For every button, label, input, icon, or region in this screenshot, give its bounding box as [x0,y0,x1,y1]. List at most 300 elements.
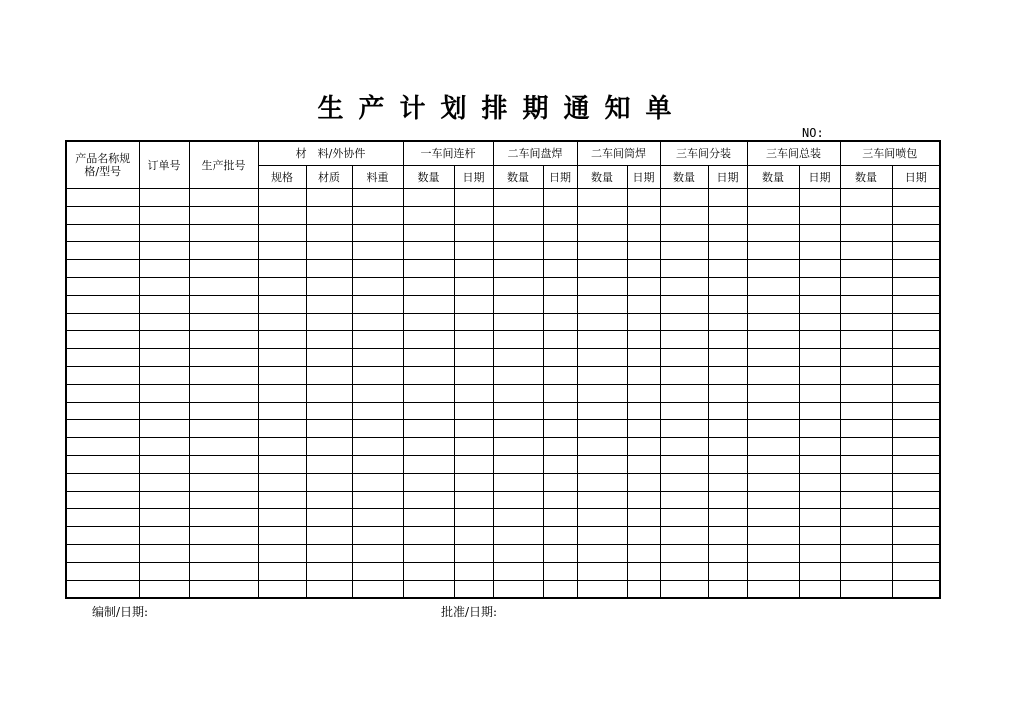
table-cell[interactable] [66,277,139,295]
table-cell[interactable] [747,527,799,545]
table-cell[interactable] [306,420,352,438]
table-cell[interactable] [627,491,660,509]
table-cell[interactable] [306,544,352,562]
table-cell[interactable] [892,224,940,242]
table-cell[interactable] [352,313,403,331]
table-cell[interactable] [66,366,139,384]
table-cell[interactable] [189,402,258,420]
table-cell[interactable] [708,349,747,367]
table-cell[interactable] [493,260,543,278]
table-cell[interactable] [403,224,454,242]
table-cell[interactable] [799,491,840,509]
table-cell[interactable] [139,420,189,438]
table-cell[interactable] [189,544,258,562]
table-cell[interactable] [66,295,139,313]
table-cell[interactable] [799,402,840,420]
table-cell[interactable] [627,473,660,491]
table-cell[interactable] [747,206,799,224]
table-cell[interactable] [747,562,799,580]
table-cell[interactable] [306,242,352,260]
table-cell[interactable] [577,384,627,402]
table-cell[interactable] [708,295,747,313]
table-cell[interactable] [493,349,543,367]
table-cell[interactable] [258,509,306,527]
table-cell[interactable] [840,277,892,295]
table-cell[interactable] [799,366,840,384]
table-cell[interactable] [799,562,840,580]
table-cell[interactable] [306,224,352,242]
table-cell[interactable] [840,295,892,313]
table-cell[interactable] [189,224,258,242]
table-cell[interactable] [403,206,454,224]
table-cell[interactable] [892,580,940,598]
table-cell[interactable] [577,491,627,509]
table-cell[interactable] [577,473,627,491]
table-cell[interactable] [66,189,139,207]
table-cell[interactable] [139,384,189,402]
table-cell[interactable] [708,455,747,473]
table-cell[interactable] [66,402,139,420]
table-cell[interactable] [306,349,352,367]
table-cell[interactable] [660,349,708,367]
table-cell[interactable] [66,491,139,509]
table-cell[interactable] [840,242,892,260]
table-cell[interactable] [892,242,940,260]
table-cell[interactable] [892,295,940,313]
table-cell[interactable] [708,509,747,527]
table-cell[interactable] [306,580,352,598]
table-cell[interactable] [493,438,543,456]
table-cell[interactable] [352,455,403,473]
table-cell[interactable] [799,455,840,473]
table-cell[interactable] [840,224,892,242]
table-cell[interactable] [543,366,577,384]
table-cell[interactable] [892,366,940,384]
table-cell[interactable] [493,366,543,384]
table-cell[interactable] [747,313,799,331]
table-cell[interactable] [352,473,403,491]
table-cell[interactable] [139,509,189,527]
table-cell[interactable] [66,473,139,491]
table-cell[interactable] [543,260,577,278]
table-cell[interactable] [799,260,840,278]
table-cell[interactable] [258,544,306,562]
table-cell[interactable] [577,242,627,260]
table-cell[interactable] [660,313,708,331]
table-cell[interactable] [799,224,840,242]
table-cell[interactable] [66,544,139,562]
table-cell[interactable] [747,189,799,207]
table-cell[interactable] [892,384,940,402]
table-cell[interactable] [799,420,840,438]
table-cell[interactable] [799,189,840,207]
table-cell[interactable] [840,438,892,456]
table-cell[interactable] [627,189,660,207]
table-cell[interactable] [577,544,627,562]
table-cell[interactable] [627,366,660,384]
table-cell[interactable] [403,295,454,313]
table-cell[interactable] [258,527,306,545]
table-cell[interactable] [139,438,189,456]
table-cell[interactable] [799,527,840,545]
table-cell[interactable] [66,242,139,260]
table-cell[interactable] [258,491,306,509]
table-cell[interactable] [840,580,892,598]
table-cell[interactable] [189,349,258,367]
table-cell[interactable] [454,224,493,242]
table-cell[interactable] [454,384,493,402]
table-cell[interactable] [627,224,660,242]
table-cell[interactable] [577,313,627,331]
table-cell[interactable] [258,224,306,242]
table-cell[interactable] [892,562,940,580]
table-cell[interactable] [352,366,403,384]
table-cell[interactable] [627,313,660,331]
table-cell[interactable] [577,562,627,580]
table-cell[interactable] [747,349,799,367]
table-cell[interactable] [543,562,577,580]
table-cell[interactable] [840,206,892,224]
table-cell[interactable] [403,384,454,402]
table-cell[interactable] [66,509,139,527]
table-cell[interactable] [454,438,493,456]
table-cell[interactable] [892,491,940,509]
table-cell[interactable] [493,224,543,242]
table-cell[interactable] [189,473,258,491]
table-cell[interactable] [799,544,840,562]
table-cell[interactable] [352,349,403,367]
table-cell[interactable] [189,384,258,402]
table-cell[interactable] [660,224,708,242]
table-cell[interactable] [403,527,454,545]
table-cell[interactable] [708,544,747,562]
table-cell[interactable] [66,527,139,545]
table-cell[interactable] [139,277,189,295]
table-cell[interactable] [352,331,403,349]
table-cell[interactable] [627,438,660,456]
table-cell[interactable] [306,438,352,456]
table-cell[interactable] [799,580,840,598]
table-cell[interactable] [139,527,189,545]
table-cell[interactable] [403,402,454,420]
table-cell[interactable] [543,473,577,491]
table-cell[interactable] [892,438,940,456]
table-cell[interactable] [258,295,306,313]
table-cell[interactable] [708,224,747,242]
table-cell[interactable] [454,580,493,598]
table-cell[interactable] [493,242,543,260]
table-cell[interactable] [493,527,543,545]
table-cell[interactable] [892,473,940,491]
table-cell[interactable] [454,562,493,580]
table-cell[interactable] [660,455,708,473]
table-cell[interactable] [454,455,493,473]
table-cell[interactable] [577,455,627,473]
table-cell[interactable] [840,366,892,384]
table-cell[interactable] [892,420,940,438]
table-cell[interactable] [660,580,708,598]
table-cell[interactable] [403,473,454,491]
table-cell[interactable] [892,509,940,527]
table-cell[interactable] [139,491,189,509]
table-cell[interactable] [189,189,258,207]
table-cell[interactable] [454,295,493,313]
table-cell[interactable] [454,313,493,331]
table-cell[interactable] [454,331,493,349]
table-cell[interactable] [189,366,258,384]
table-cell[interactable] [139,206,189,224]
table-cell[interactable] [139,580,189,598]
table-cell[interactable] [840,260,892,278]
table-cell[interactable] [493,313,543,331]
table-cell[interactable] [403,189,454,207]
table-cell[interactable] [493,277,543,295]
table-cell[interactable] [352,402,403,420]
table-cell[interactable] [403,438,454,456]
table-cell[interactable] [892,189,940,207]
table-cell[interactable] [747,438,799,456]
table-cell[interactable] [840,562,892,580]
table-cell[interactable] [543,349,577,367]
table-cell[interactable] [493,544,543,562]
table-cell[interactable] [543,527,577,545]
table-cell[interactable] [747,455,799,473]
table-cell[interactable] [799,349,840,367]
table-cell[interactable] [543,509,577,527]
table-cell[interactable] [189,206,258,224]
table-cell[interactable] [258,473,306,491]
table-cell[interactable] [543,384,577,402]
table-cell[interactable] [708,313,747,331]
table-cell[interactable] [627,331,660,349]
table-cell[interactable] [66,562,139,580]
table-cell[interactable] [627,580,660,598]
table-cell[interactable] [403,260,454,278]
table-cell[interactable] [708,420,747,438]
table-cell[interactable] [306,562,352,580]
table-cell[interactable] [306,491,352,509]
table-cell[interactable] [577,331,627,349]
table-cell[interactable] [747,420,799,438]
table-cell[interactable] [577,295,627,313]
table-cell[interactable] [892,313,940,331]
table-cell[interactable] [660,384,708,402]
table-cell[interactable] [708,438,747,456]
table-cell[interactable] [627,402,660,420]
table-cell[interactable] [493,473,543,491]
table-cell[interactable] [708,491,747,509]
table-cell[interactable] [543,402,577,420]
table-cell[interactable] [708,189,747,207]
table-cell[interactable] [660,562,708,580]
table-cell[interactable] [543,580,577,598]
table-cell[interactable] [493,509,543,527]
table-cell[interactable] [403,366,454,384]
table-cell[interactable] [660,527,708,545]
table-cell[interactable] [139,402,189,420]
table-cell[interactable] [352,544,403,562]
table-cell[interactable] [403,277,454,295]
table-cell[interactable] [708,527,747,545]
table-cell[interactable] [352,295,403,313]
table-cell[interactable] [577,189,627,207]
table-cell[interactable] [840,473,892,491]
table-cell[interactable] [403,313,454,331]
table-cell[interactable] [403,242,454,260]
table-cell[interactable] [306,206,352,224]
table-cell[interactable] [747,473,799,491]
table-cell[interactable] [892,331,940,349]
table-cell[interactable] [189,331,258,349]
table-cell[interactable] [66,455,139,473]
table-cell[interactable] [139,473,189,491]
table-cell[interactable] [454,260,493,278]
table-cell[interactable] [708,277,747,295]
table-cell[interactable] [577,420,627,438]
table-cell[interactable] [352,509,403,527]
table-cell[interactable] [543,224,577,242]
table-cell[interactable] [627,420,660,438]
table-cell[interactable] [493,331,543,349]
table-cell[interactable] [258,189,306,207]
table-cell[interactable] [799,313,840,331]
table-cell[interactable] [258,277,306,295]
table-cell[interactable] [258,402,306,420]
table-cell[interactable] [747,224,799,242]
table-cell[interactable] [306,260,352,278]
table-cell[interactable] [493,420,543,438]
table-cell[interactable] [306,366,352,384]
table-cell[interactable] [139,313,189,331]
table-cell[interactable] [660,473,708,491]
table-cell[interactable] [577,580,627,598]
table-cell[interactable] [627,509,660,527]
table-cell[interactable] [660,331,708,349]
table-cell[interactable] [454,473,493,491]
table-cell[interactable] [258,242,306,260]
table-cell[interactable] [543,455,577,473]
table-cell[interactable] [747,544,799,562]
table-cell[interactable] [493,384,543,402]
table-cell[interactable] [660,491,708,509]
table-cell[interactable] [352,189,403,207]
table-cell[interactable] [892,206,940,224]
table-cell[interactable] [708,206,747,224]
table-cell[interactable] [493,580,543,598]
table-cell[interactable] [306,509,352,527]
table-cell[interactable] [258,580,306,598]
table-cell[interactable] [840,455,892,473]
table-cell[interactable] [189,438,258,456]
table-cell[interactable] [258,562,306,580]
table-cell[interactable] [840,544,892,562]
table-cell[interactable] [139,349,189,367]
table-cell[interactable] [403,544,454,562]
table-cell[interactable] [747,260,799,278]
table-cell[interactable] [577,349,627,367]
table-cell[interactable] [660,420,708,438]
table-cell[interactable] [543,420,577,438]
table-cell[interactable] [352,277,403,295]
table-cell[interactable] [799,331,840,349]
table-cell[interactable] [306,384,352,402]
table-cell[interactable] [403,420,454,438]
table-cell[interactable] [840,331,892,349]
table-cell[interactable] [660,295,708,313]
table-cell[interactable] [139,544,189,562]
table-cell[interactable] [577,366,627,384]
table-cell[interactable] [258,366,306,384]
table-cell[interactable] [660,402,708,420]
table-cell[interactable] [306,402,352,420]
table-cell[interactable] [139,242,189,260]
table-cell[interactable] [493,402,543,420]
table-cell[interactable] [306,313,352,331]
table-cell[interactable] [352,438,403,456]
table-cell[interactable] [189,295,258,313]
table-cell[interactable] [660,544,708,562]
table-cell[interactable] [306,277,352,295]
table-cell[interactable] [258,331,306,349]
table-cell[interactable] [454,366,493,384]
table-cell[interactable] [627,527,660,545]
table-cell[interactable] [627,277,660,295]
table-cell[interactable] [66,420,139,438]
table-cell[interactable] [892,260,940,278]
table-cell[interactable] [189,580,258,598]
table-cell[interactable] [189,277,258,295]
table-cell[interactable] [747,295,799,313]
table-cell[interactable] [403,580,454,598]
table-cell[interactable] [352,224,403,242]
table-cell[interactable] [840,349,892,367]
table-cell[interactable] [454,491,493,509]
table-cell[interactable] [139,331,189,349]
table-cell[interactable] [708,473,747,491]
table-cell[interactable] [403,331,454,349]
table-cell[interactable] [189,260,258,278]
table-cell[interactable] [747,277,799,295]
table-cell[interactable] [892,349,940,367]
table-cell[interactable] [403,349,454,367]
table-cell[interactable] [493,455,543,473]
table-cell[interactable] [708,331,747,349]
table-cell[interactable] [747,402,799,420]
table-cell[interactable] [454,527,493,545]
table-cell[interactable] [660,438,708,456]
table-cell[interactable] [66,580,139,598]
table-cell[interactable] [258,455,306,473]
table-cell[interactable] [139,562,189,580]
table-cell[interactable] [493,189,543,207]
table-cell[interactable] [747,384,799,402]
table-cell[interactable] [747,242,799,260]
table-cell[interactable] [189,455,258,473]
table-cell[interactable] [306,473,352,491]
table-cell[interactable] [454,349,493,367]
table-cell[interactable] [258,313,306,331]
table-cell[interactable] [543,206,577,224]
table-cell[interactable] [258,438,306,456]
table-cell[interactable] [660,366,708,384]
table-cell[interactable] [306,295,352,313]
table-cell[interactable] [840,189,892,207]
table-cell[interactable] [543,242,577,260]
table-cell[interactable] [306,527,352,545]
table-cell[interactable] [799,206,840,224]
table-cell[interactable] [139,189,189,207]
table-cell[interactable] [708,562,747,580]
